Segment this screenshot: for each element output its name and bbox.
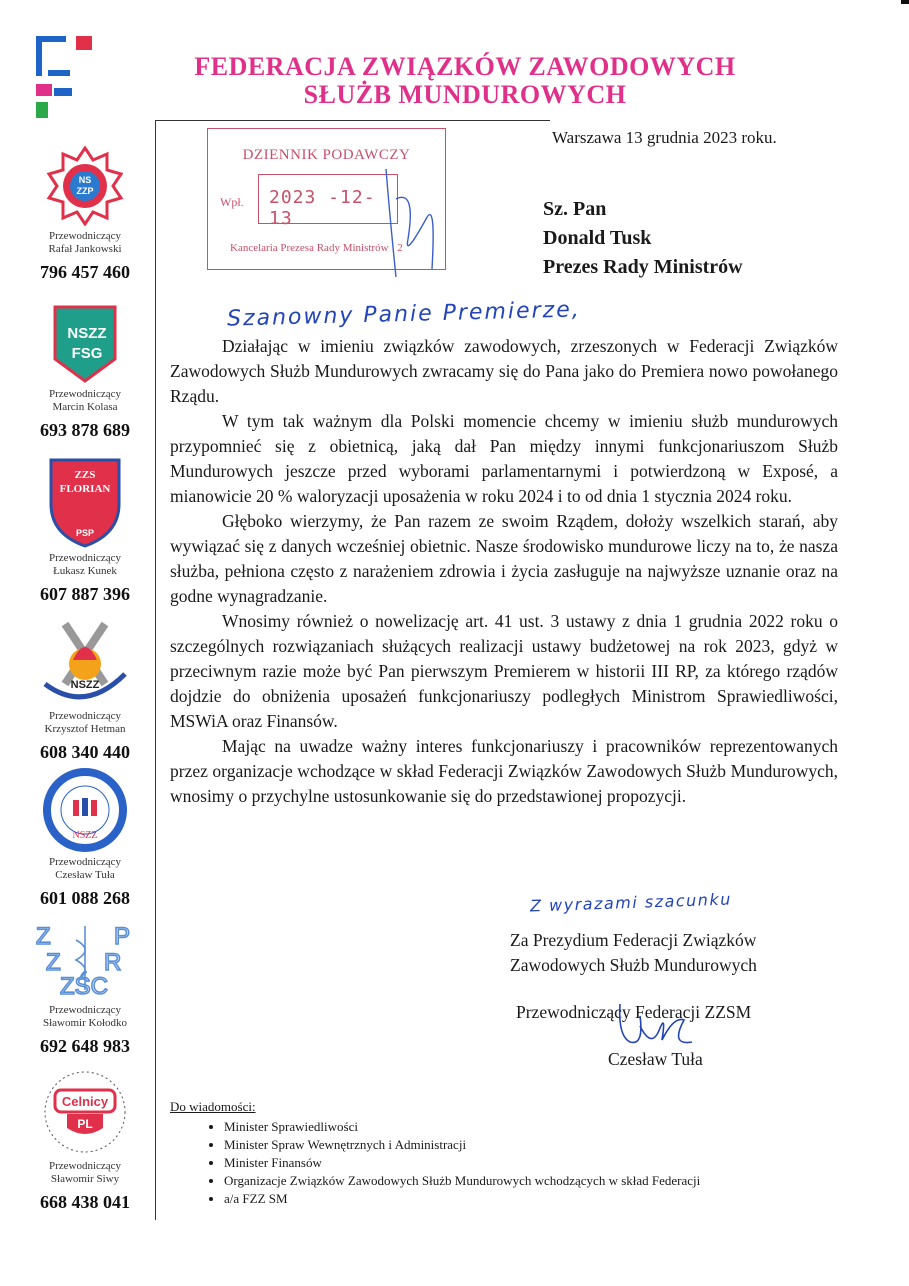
chair-name: Czesław Tuła [608,1049,703,1069]
cc-item: • Minister Spraw Wewnętrznych i Administracji [224,1136,870,1154]
chair-title: Przewodniczący Federacji ZZSM [516,1002,752,1022]
cc-item: • a/a FZZ SM [224,1190,870,1208]
top-divider [155,120,550,121]
nszzp-logo-icon [45,146,125,226]
registry-stamp [207,128,446,270]
letter-body [170,334,838,809]
svg-text:ZZP: ZZP [76,186,94,196]
svg-text:ZŚC: ZŚC [60,973,108,1000]
svg-text:Z: Z [36,923,51,950]
closing-line2: Zawodowych Służb Mundurowych [510,955,757,975]
celnicy-pl-logo-icon [37,1068,133,1156]
sidebar-role: Przewodniczący [48,552,122,564]
stamp-wpl-label: Wpł. [220,195,244,209]
body-paragraph: W tym tak ważnym dla Polski momencie chcemy w imieniu służb mundurowych przypomnieć się z obietnicą, jaką dał Pan między innymi funkcjonariuszom Służb Mundurowych jeszcze przed wyborami parlamentarnymi i potwierdzoną w Exposé, a mianowicie 20 % waloryzacji uposażenia w roku 2024 i to od dnia 1 stycznia 2024 roku. [170,411,838,506]
sidebar-item-wieziennictwa [20,768,150,909]
sidebar-name: Czesław Tuła [55,869,115,881]
signature [600,996,740,1056]
stamp-date: 2023 -12- 13 [269,187,376,229]
sidebar-phone: 668 438 041 [40,1192,130,1212]
svg-text:NS: NS [78,175,92,185]
body-paragraph: Działając w imieniu związków zawodowych, zrzeszonych w Federacji Związków Zawodowych Służb Mundurowych zwracamy się do Pana jako do Premiera nowo powołanego Rządu. [170,336,838,406]
sidebar-item-zzprzsc [20,920,150,1057]
sidebar-item-florian [20,456,150,605]
stamp-title: DZIENNIK PODAWCZY [242,147,411,163]
header-title-line2: SŁUŻB MUNDUROWYCH [303,80,627,109]
closing-line1: Za Prezydium Federacji Związków [510,930,757,950]
svg-text:R: R [104,949,122,976]
sidebar-name: Sławomir Siwy [50,1173,120,1185]
sidebar-role: Przewodniczący [48,1004,122,1016]
svg-text:PSP: PSP [75,528,95,538]
svg-text:ZZS: ZZS [74,469,96,481]
stamp-footer-text: Kancelaria Prezesa Rady Ministrów [230,242,389,254]
letter-date: Warszawa 13 grudnia 2023 roku. [552,128,777,147]
sidebar-name: Krzysztof Hetman [44,723,126,735]
svg-text:FLORIAN: FLORIAN [59,483,111,495]
svg-text:FSG: FSG [71,345,103,362]
sidebar-item-pozarnictwa [20,614,150,763]
stamp-number: 2 [397,242,403,254]
handwritten-closing: Z wyrazami szacunku [529,889,733,916]
sidebar-item-celnicy [20,1068,150,1213]
sidebar-name: Rafał Jankowski [48,243,122,255]
sidebar-phone: 796 457 460 [40,262,130,282]
sidebar-phone: 607 887 396 [40,584,130,604]
svg-text:PL: PL [77,1117,93,1131]
sidebar-phone: 608 340 440 [40,742,130,762]
svg-text:NSZZ: NSZZ [67,325,107,342]
body-paragraph: Wnosimy również o nowelizację art. 41 ust. 3 ustawy z dnia 1 grudnia 2022 roku o szczególnych rozwiązaniach służących realizacji ustawy budżetowej na rok 2023, gdyż w przeciwnym razie może być Pan pierwszym Premierem w historii III RP, za którego rządów dojdzie do obniżenia uposażeń funkcjonariuszy podległych Ministrom Sprawiedliwości, MSWiA oraz Finansów. [170,611,838,731]
sidebar-item-nszzp [20,146,150,283]
zzs-florian-logo-icon [47,456,123,548]
nszz-pozarnictwa-logo-icon [35,614,135,706]
addressee-name: Donald Tusk [543,227,652,249]
stamp-signature-scribble [356,159,466,279]
header-title-line1: FEDERACJA ZWIĄZKÓW ZAWODOWYCH [194,52,736,81]
svg-text:NSZZ: NSZZ [70,679,100,691]
sidebar-divider [155,120,156,1220]
svg-text:NSZZ: NSZZ [72,830,98,841]
zzp-rzsc-logo-icon [30,920,140,1000]
scan-corner-mark [901,0,909,4]
sidebar-role: Przewodniczący [48,1160,122,1172]
cc-list [170,1098,870,1208]
body-paragraph: Głęboko wierzymy, że Pan razem ze swoim Rządem, dołoży wszelkich starań, aby wywiązać się z danych wcześniej obietnic. Nasze środowisko mundurowe liczy na to, że nasza służba, pełniona często z narażeniem zdrowia i życia zasługuje na najwyższe uznanie oraz na godne wynagradzanie. [170,511,838,606]
nszz-wieziennictwa-logo-icon [43,768,127,852]
handwritten-greeting: Szanowny Panie Premierze, [226,297,582,332]
sidebar-item-fsg [20,304,150,441]
body-paragraph: Mając na uwadze ważny interes funkcjonariuszy i pracowników reprezentowanych przez organizacje wchodzące w skład Federacji Związków Zawodowych Służb Mundurowych, wnosimy o przychylne ustosunkowanie się do przedstawionej propozycji. [170,736,838,806]
sidebar-phone: 601 088 268 [40,888,130,908]
sidebar-name: Łukasz Kunek [53,565,117,577]
cc-item: • Minister Sprawiedliwości [224,1118,870,1136]
cc-heading: Do wiadomości: [170,1099,256,1114]
svg-text:P: P [114,923,131,950]
addressee-title: Prezes Rady Ministrów [543,256,743,278]
sidebar-role: Przewodniczący [48,230,122,242]
addressee-salutation: Sz. Pan [543,198,607,220]
cc-item: • Minister Finansów [224,1154,870,1172]
svg-text:Z: Z [46,949,61,976]
sidebar-role: Przewodniczący [48,388,122,400]
sidebar-phone: 693 878 689 [40,420,130,440]
sidebar-role: Przewodniczący [48,856,122,868]
nszz-fsg-logo-icon [50,304,120,384]
sidebar-role: Przewodniczący [48,710,122,722]
svg-text:Celnicy: Celnicy [61,1094,109,1109]
federation-logo-icon [28,30,98,122]
sidebar-name: Marcin Kolasa [52,401,118,413]
sidebar-name: Sławomir Kołodko [42,1017,128,1029]
cc-item: • Organizacje Związków Zawodowych Służb Mundurowych wchodzących w skład Federacji [224,1172,870,1190]
sidebar-phone: 692 648 983 [40,1036,130,1056]
